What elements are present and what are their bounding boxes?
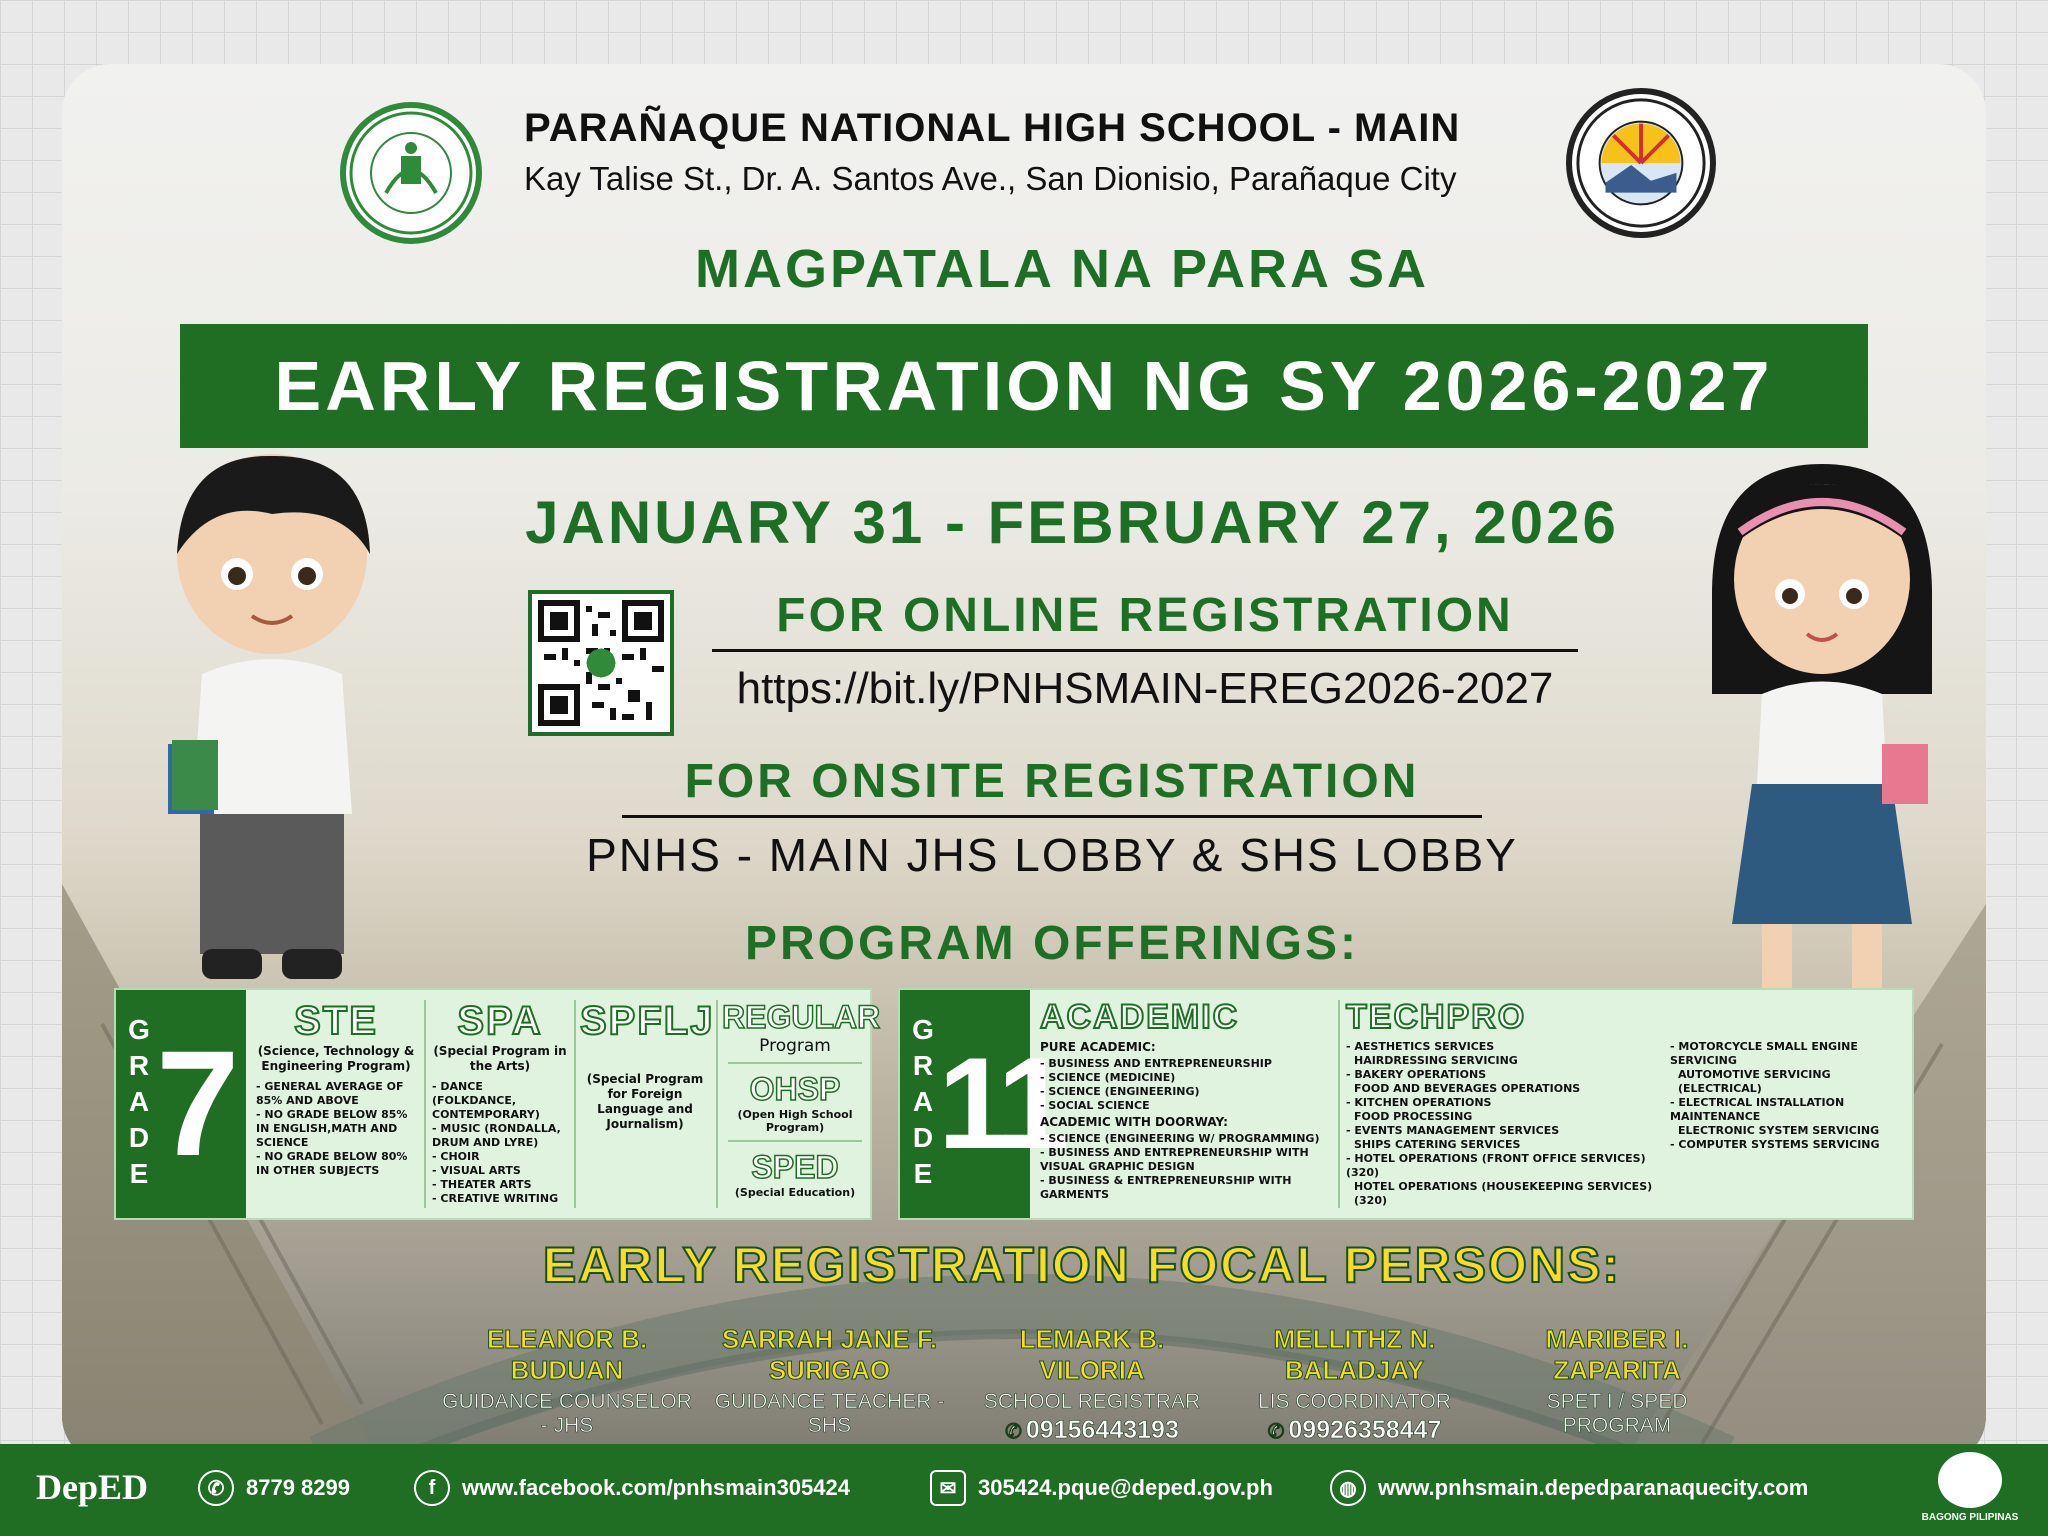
list-item: - SOCIAL SCIENCE [1040,1099,1150,1112]
grade-number: 7 [156,1019,240,1187]
section-heading: ACADEMIC WITH DOORWAY: [1040,1115,1228,1129]
list-item: SHIPS CATERING SERVICES [1354,1138,1521,1151]
list-item: - MUSIC (RONDALLA, DRUM AND LYRE) [432,1122,561,1149]
divider [424,1000,426,1208]
divider [716,1000,718,1208]
poster [62,64,1986,1464]
program-subtitle: (Science, Technology & Engineering Program) [257,1044,415,1073]
footer-phone[interactable]: ✆ 8779 8299 [198,1470,350,1506]
onsite-registration-place: PNHS - MAIN JHS LOBBY & SHS LOBBY [586,829,1518,881]
program-spa [432,998,568,1210]
school-seal-logo [340,102,482,244]
online-registration-link[interactable]: https://bit.ly/PNHSMAIN-EREG2026-2027 [736,664,1554,713]
program-spflj [580,998,715,1210]
call-to-action: MAGPATALA NA PARA SA [695,239,1429,299]
program-techpro [1346,998,1666,1210]
focal-person [705,1324,955,1454]
online-registration-heading: FOR ONLINE REGISTRATION [712,588,1578,652]
focal-person [967,1324,1217,1454]
footer [0,1444,2048,1536]
program-title: SPFLJ [580,999,715,1043]
student-boy-illustration [142,444,402,1044]
list-item: - NO GRADE BELOW 80% IN OTHER SUBJECTS [256,1150,408,1177]
program-title: TECHPRO [1346,998,1527,1036]
program-regular-ohsp-sped [722,998,881,1210]
list-item: - BUSINESS & ENTREPRENEURSHIP WITH GARMENTS [1040,1174,1292,1201]
list-item: - BAKERY OPERATIONS [1346,1068,1487,1081]
person-name: ELEANOR B. BUDUAN [486,1324,648,1385]
program-title: STE [294,999,378,1043]
focal-person [1230,1324,1480,1454]
list-item: - SCIENCE (ENGINEERING) [1040,1085,1200,1098]
grade-word: G R A D E [912,1014,934,1189]
footer-website-link[interactable]: ◍ www.pnhsmain.depedparanaquecity.com [1330,1470,1808,1506]
bagong-pilipinas-logo: BAGONG PILIPINAS [1920,1452,2020,1523]
list-item: - AESTHETICS SERVICES [1346,1040,1495,1053]
list-item: - SCIENCE (ENGINEERING W/ PROGRAMMING) [1040,1132,1320,1145]
phone-icon: ✆ [1005,1421,1022,1443]
student-girl-illustration [1692,454,1952,1054]
person-role: GUIDANCE COUNSELOR - JHS [442,1390,692,1437]
focal-persons-list [442,1324,1742,1454]
list-item: - SCIENCE (MEDICINE) [1040,1071,1176,1084]
person-role: LIS COORDINATOR [1258,1390,1451,1413]
list-item: - EVENTS MANAGEMENT SERVICES [1346,1124,1560,1137]
person-name: SARRAH JANE F. SURIGAO [721,1324,938,1385]
program-subtitle: (Special Program for Foreign Language and Journalism) [586,1072,704,1131]
division-seal-logo [1566,88,1716,238]
school-name: PARAÑAQUE NATIONAL HIGH SCHOOL - MAIN [524,106,1461,150]
list-item: HAIRDRESSING SERVICING [1354,1054,1518,1067]
list-item: - VISUAL ARTS [432,1164,521,1177]
focal-person [1492,1324,1742,1454]
list-item: HOTEL OPERATIONS (HOUSEKEEPING SERVICES) (320) [1354,1180,1653,1207]
grade-11-tab [900,990,1064,1218]
deped-logo: DepED [36,1467,149,1507]
list-item: FOOD AND BEVERAGES OPERATIONS [1354,1082,1581,1095]
program-subtitle: Program [759,1036,831,1056]
school-address: Kay Talise St., Dr. A. Santos Ave., San Dionisio, Parañaque City [524,160,1457,197]
facebook-icon: f [414,1470,450,1506]
grade-number: 11 [938,1030,1064,1176]
phone-icon: ✆ [198,1470,234,1506]
list-item: - BUSINESS AND ENTREPRENEURSHIP [1040,1057,1272,1070]
program-title: SPA [457,999,543,1043]
divider [1338,1000,1340,1208]
list-item: - MOTORCYCLE SMALL ENGINE SERVICING [1670,1040,1858,1067]
list-item: FOOD PROCESSING [1354,1110,1473,1123]
onsite-registration-heading: FOR ONSITE REGISTRATION [622,754,1482,818]
registration-banner: EARLY REGISTRATION NG SY 2026-2027 [180,324,1868,448]
person-name: LEMARK B. VILORIA [1019,1324,1165,1385]
list-item: - KITCHEN OPERATIONS [1346,1096,1492,1109]
mail-icon: ✉ [930,1470,966,1506]
person-role: GUIDANCE TEACHER - SHS [714,1390,945,1437]
program-offerings-heading: PROGRAM OFFERINGS: [745,917,1359,970]
footer-email-link[interactable]: ✉ 305424.pque@deped.gov.ph [930,1470,1273,1506]
program-subtitle: (Open High School Program) [737,1108,853,1134]
program-academic [1040,998,1332,1210]
program-title: ACADEMIC [1040,998,1240,1036]
person-role: SCHOOL REGISTRAR [983,1390,1201,1413]
list-item: - COMPUTER SYSTEMS SERVICING [1670,1138,1880,1151]
registration-dates: JANUARY 31 - FEBRUARY 27, 2026 [525,489,1619,556]
focal-persons-heading: EARLY REGISTRATION FOCAL PERSONS: [542,1237,1622,1293]
list-item: - HOTEL OPERATIONS (FRONT OFFICE SERVICES) (320) [1346,1152,1646,1179]
globe-icon: ◍ [1330,1470,1366,1506]
list-item: - BUSINESS AND ENTREPRENEURSHIP WITH VISUAL GRAPHIC DESIGN [1040,1146,1309,1173]
list-item: - CHOIR [432,1150,480,1163]
program-title: OHSP [749,1071,841,1107]
bagong-pilipinas-emblem [1938,1452,2002,1508]
focal-person [442,1324,692,1454]
grade-7-tab [116,990,246,1218]
program-title: SPED [751,1149,839,1185]
program-title: REGULAR [722,999,881,1035]
program-subtitle: (Special Education) [734,1186,856,1199]
list-item: - NO GRADE BELOW 85% IN ENGLISH,MATH AND SCIENCE [256,1108,408,1149]
grade-word: G R A D E [128,1014,150,1189]
list-item: - GENERAL AVERAGE OF 85% AND ABOVE [256,1080,404,1107]
person-phone[interactable]: ✆ 09926358447 [1267,1416,1442,1444]
list-item: ELECTRONIC SYSTEM SERVICING [1678,1124,1880,1137]
person-phone[interactable]: ✆ 09156443193 [1005,1416,1179,1444]
grade-7-programs [114,988,881,1220]
section-heading: PURE ACADEMIC: [1040,1040,1156,1054]
list-item: - ELECTRICAL INSTALLATION MAINTENANCE [1670,1096,1845,1123]
program-subtitle: (Special Program in the Arts) [433,1044,567,1073]
footer-facebook-link[interactable]: f www.facebook.com/pnhsmain305424 [414,1470,850,1506]
program-ste [256,998,416,1210]
person-name: MELLITHZ N. BALADJAY [1273,1324,1436,1385]
list-item: - CREATIVE WRITING [432,1192,559,1205]
grade-11-programs [898,988,1914,1220]
list-item: - DANCE (FOLKDANCE, CONTEMPORARY) [432,1080,540,1121]
person-name: MARIBER I. ZAPARITA [1545,1324,1689,1385]
phone-icon: ✆ [1267,1421,1285,1443]
list-item: AUTOMOTIVE SERVICING (ELECTRICAL) [1678,1068,1831,1095]
list-item: - THEATER ARTS [432,1178,532,1191]
program-techpro-continued [1670,1034,1910,1210]
person-role: SPET I / SPED PROGRAM [1546,1390,1688,1437]
qr-code[interactable] [528,590,674,736]
divider [574,1000,576,1208]
